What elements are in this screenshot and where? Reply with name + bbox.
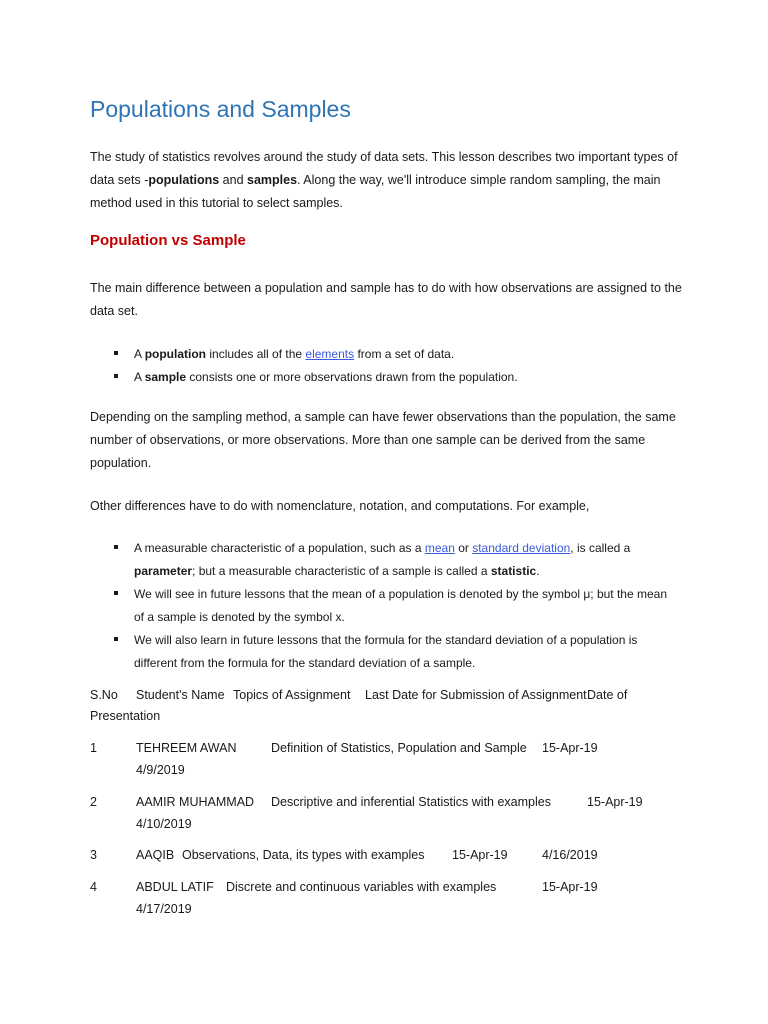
intro-bold-populations: populations [148,173,220,187]
table-row [90,880,690,924]
row-topic: Definition of Statistics, Population and Sample [271,741,527,755]
list-item [112,366,672,389]
bold-term: sample [144,370,187,384]
header-sno: S.No [90,688,118,702]
row-topic: Observations, Data, its types with examples [182,848,425,862]
list-text: A [134,370,145,384]
row-name: AAQIB [136,848,175,862]
row-due: 15-Apr-19 [587,795,643,809]
list-item: We will also learn in future lessons that the formula for the standard deviation of a population is different from the formula for the standard deviation of a sample. [112,629,672,675]
row-topic: Discrete and continuous variables with examples [226,880,497,894]
intro-text-2: and [219,173,248,187]
row-due: 15-Apr-19 [542,741,598,755]
intro-text-1: The study of statistics revolves around the study of data sets. This lesson describes two important types of data sets - [90,150,678,187]
header-topics: Topics of Assignment [233,688,351,702]
table-row [90,795,690,839]
list-text: , is called a [570,541,631,555]
list-text: A measurable characteristic of a population, such as a [134,541,425,555]
row-due: 15-Apr-19 [542,880,598,894]
row-sno: 2 [90,795,97,809]
sampling-paragraph: Depending on the sampling method, a sample can have fewer observations than the population, the same number of observations, or more observations. More than one sample can be derived from the same population. [90,410,676,470]
row-name: TEHREEM AWAN [136,741,237,755]
intro-bold-samples: samples [247,173,298,187]
table-header [90,688,690,732]
row-topic: Descriptive and inferential Statistics with examples [271,795,551,809]
list-item [112,537,672,583]
page-title: Populations and Samples [90,96,351,122]
list-text: consists one or more observations drawn from the population. [186,370,518,384]
row-name: AAMIR MUHAMMAD [136,795,255,809]
header-last-date: Last Date for Submission of Assignment [365,688,587,702]
section-heading: Population vs Sample [90,232,246,249]
list-text: A [134,347,145,361]
header-presentation-2: Presentation [90,709,161,723]
notation-list [112,537,672,675]
row-sno: 1 [90,741,97,755]
row-name: ABDUL LATIF [136,880,214,894]
list-item [112,343,672,366]
list-item: We will see in future lessons that the mean of a population is denoted by the symbol μ; but the mean of a sample is denoted by the symbol x. [112,583,672,629]
list-text: from a set of data. [354,347,455,361]
difference-paragraph: The main difference between a population and sample has to do with how observations are assigned to the data set. [90,281,682,318]
bold-term: population [144,347,207,361]
standard-deviation-link[interactable]: standard deviation [472,541,571,555]
elements-link[interactable]: elements [305,347,355,361]
table-row [90,741,690,785]
header-presentation: Date of [587,688,628,702]
list-text: . [536,564,540,578]
header-name: Student's Name [136,688,225,702]
row-sno: 4 [90,880,97,894]
row-due: 15-Apr-19 [452,848,508,862]
mean-link[interactable]: mean [424,541,455,555]
row-present: 4/10/2019 [136,817,192,831]
definition-list [112,343,672,389]
row-present: 4/9/2019 [136,763,185,777]
bold-term: parameter [134,564,193,578]
row-present: 4/16/2019 [542,848,598,862]
other-differences-paragraph: Other differences have to do with nomenclature, notation, and computations. For example, [90,499,590,513]
bold-term: statistic [490,564,537,578]
row-sno: 3 [90,848,97,862]
list-text: or [454,541,473,555]
list-text: includes all of the [206,347,306,361]
list-text: ; but a measurable characteristic of a sample is called a [192,564,491,578]
row-present: 4/17/2019 [136,902,192,916]
intro-paragraph [90,146,690,215]
intro-text-3: . Along the way, we'll introduce simple random sampling, the main method used in this tutorial to select samples. [90,173,661,210]
